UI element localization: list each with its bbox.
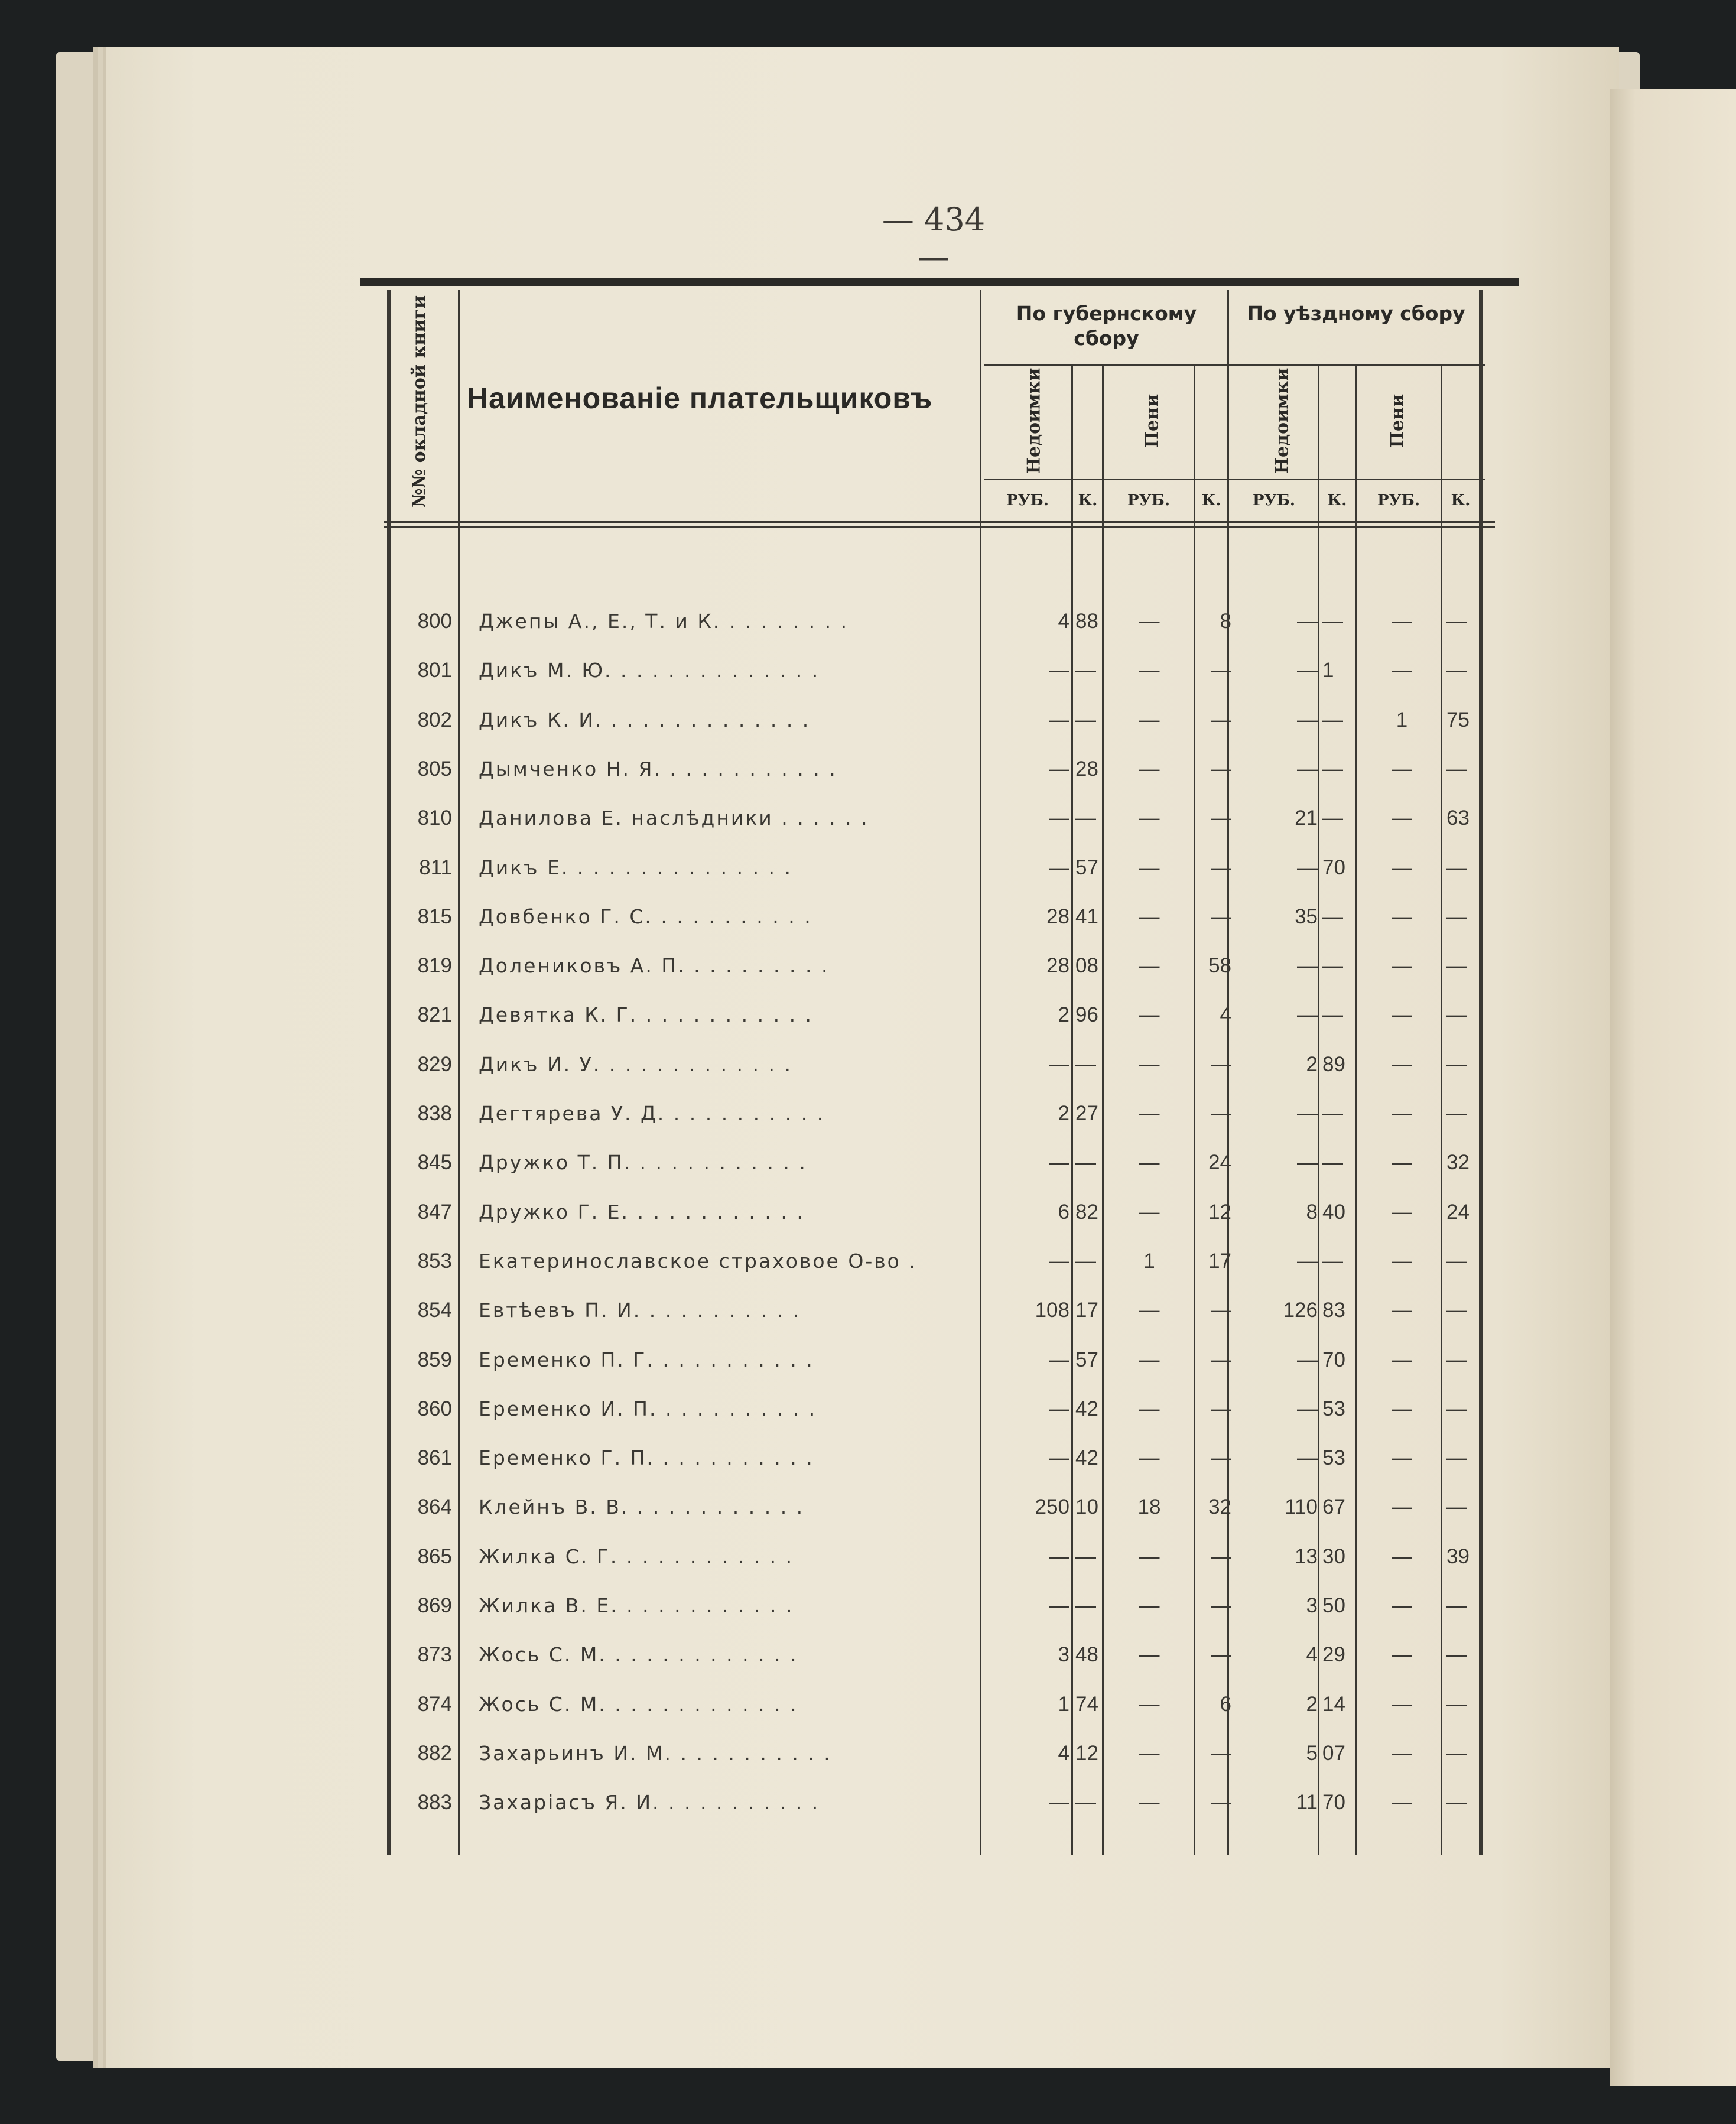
prov-penalty-kop: —	[1211, 1791, 1231, 1814]
payer-name-cell: Еременко И. П. . . . . . . . . . .	[479, 1397, 817, 1420]
prov-penalty-rub: 18	[1137, 1495, 1161, 1519]
table-row	[360, 941, 1519, 991]
dist-penalty-rub: —	[1392, 1052, 1412, 1076]
table-row	[360, 1630, 1519, 1680]
prov-penalty-rub: —	[1139, 1692, 1160, 1716]
dist-penalty-kop: —	[1446, 1299, 1467, 1322]
prov-penalty-kop: —	[1211, 856, 1231, 879]
prov-arrears-rub: —	[1049, 757, 1069, 780]
prov-arrears-rub: 2	[1058, 1102, 1069, 1125]
dist-penalty-kop: —	[1446, 954, 1467, 978]
book-number-cell: 800	[417, 610, 452, 633]
book-number-cell: 802	[417, 708, 452, 731]
district-penalties-header: Пени	[1387, 393, 1408, 448]
book-number-cell: 801	[417, 659, 452, 682]
dist-arrears-kop: 70	[1322, 1348, 1345, 1371]
table-row	[360, 1482, 1519, 1532]
book-number-cell: 854	[417, 1299, 452, 1322]
dist-penalty-kop: 24	[1446, 1200, 1470, 1224]
dist-penalty-rub: —	[1392, 659, 1412, 682]
prov-penalty-rub: —	[1139, 708, 1160, 731]
book-number-cell: 815	[417, 905, 452, 928]
prov-arrears-kop: —	[1075, 1544, 1096, 1568]
payer-name-cell: Еременко П. Г. . . . . . . . . . .	[479, 1348, 814, 1371]
dist-penalty-rub: —	[1392, 1397, 1412, 1420]
unit-rub-3: РУБ.	[1253, 492, 1295, 509]
dist-arrears-rub: 8	[1306, 1200, 1318, 1224]
dist-penalty-rub: —	[1392, 1249, 1412, 1273]
dist-penalty-kop: —	[1446, 1446, 1467, 1470]
unit-kop-4: К.	[1451, 492, 1471, 509]
table-row	[360, 597, 1519, 646]
dist-penalty-kop: —	[1446, 757, 1467, 780]
book-number-cell: 819	[417, 954, 452, 978]
book-number-cell: 810	[417, 806, 452, 830]
book-number-header: №№ окладной книги	[409, 295, 430, 508]
payer-name-cell: Дикъ М. Ю. . . . . . . . . . . . . .	[479, 659, 820, 682]
prov-arrears-rub: 4	[1058, 1741, 1069, 1765]
group-rule	[984, 364, 1485, 366]
dist-arrears-rub: —	[1297, 954, 1318, 978]
top-rule	[360, 278, 1519, 286]
prov-penalty-rub: —	[1139, 1544, 1160, 1568]
prov-penalty-rub: —	[1139, 856, 1160, 879]
dist-arrears-rub: —	[1297, 1249, 1318, 1273]
dist-penalty-rub: —	[1392, 610, 1412, 633]
dist-arrears-rub: 5	[1306, 1741, 1318, 1765]
prov-arrears-rub: —	[1049, 1446, 1069, 1470]
payer-name-cell: Дикъ И. У. . . . . . . . . . . . .	[479, 1052, 792, 1076]
book-number-cell: 859	[417, 1348, 452, 1371]
prov-arrears-kop: 88	[1075, 610, 1098, 633]
dist-penalty-kop: —	[1446, 1692, 1467, 1716]
payer-name-cell: Жилка В. Е. . . . . . . . . . . .	[479, 1594, 794, 1617]
prov-penalty-rub: —	[1139, 1151, 1160, 1175]
prov-penalty-rub: —	[1139, 1791, 1160, 1814]
payer-name-cell: Евтѣевъ П. И. . . . . . . . . . .	[479, 1299, 801, 1322]
dist-penalty-kop: —	[1446, 1594, 1467, 1617]
prov-penalty-kop: 32	[1208, 1495, 1231, 1519]
book-number-cell: 882	[417, 1741, 452, 1765]
prov-penalty-kop: 6	[1220, 1692, 1231, 1716]
unit-rub-4: РУБ.	[1377, 492, 1420, 509]
dist-penalty-rub: —	[1392, 1741, 1412, 1765]
dist-arrears-kop: —	[1322, 1003, 1343, 1027]
book-number-cell: 838	[417, 1102, 452, 1125]
book-number-cell: 805	[417, 757, 452, 780]
prov-penalty-kop: —	[1211, 1348, 1231, 1371]
prov-penalty-kop: —	[1211, 659, 1231, 682]
prov-arrears-rub: —	[1049, 1791, 1069, 1814]
dist-penalty-rub: —	[1392, 1692, 1412, 1716]
dist-arrears-kop: 40	[1322, 1200, 1345, 1224]
dist-arrears-kop: 50	[1322, 1594, 1345, 1617]
dist-penalty-kop: —	[1446, 610, 1467, 633]
prov-penalty-kop: 4	[1220, 1003, 1231, 1027]
table-row	[360, 1433, 1519, 1483]
prov-penalty-rub: —	[1139, 1052, 1160, 1076]
payer-name-cell: Джепы А., Е., Т. и К. . . . . . . . .	[479, 610, 849, 633]
payer-name-cell: Жилка С. Г. . . . . . . . . . . .	[479, 1544, 794, 1568]
unit-kop-1: К.	[1078, 492, 1098, 509]
dist-arrears-rub: —	[1297, 708, 1318, 731]
dist-arrears-kop: 14	[1322, 1692, 1345, 1716]
table-row	[360, 1188, 1519, 1237]
dist-arrears-rub: —	[1297, 659, 1318, 682]
facing-page-edge	[1610, 89, 1736, 2086]
prov-arrears-rub: —	[1049, 1348, 1069, 1371]
dist-arrears-rub: 110	[1285, 1495, 1318, 1519]
dist-penalty-rub: —	[1392, 1643, 1412, 1667]
payer-name-cell: Довбенко Г. С. . . . . . . . . . .	[479, 905, 812, 928]
payer-name-cell: Дружко Т. П. . . . . . . . . . . .	[479, 1151, 807, 1175]
prov-arrears-rub: 4	[1058, 610, 1069, 633]
prov-penalty-rub: —	[1139, 1102, 1160, 1125]
prov-arrears-rub: —	[1049, 1544, 1069, 1568]
dist-penalty-rub: —	[1392, 1200, 1412, 1224]
dist-arrears-rub: —	[1297, 1003, 1318, 1027]
prov-arrears-kop: 74	[1075, 1692, 1098, 1716]
dist-penalty-kop: —	[1446, 1397, 1467, 1420]
dist-penalty-kop: —	[1446, 1348, 1467, 1371]
provincial-header: По губернскому сбору	[1016, 302, 1197, 350]
dist-arrears-kop: 83	[1322, 1299, 1345, 1322]
book-number-cell: 883	[417, 1791, 452, 1814]
prov-penalty-rub: —	[1139, 1643, 1160, 1667]
book-number-cell: 845	[417, 1151, 452, 1175]
prov-arrears-kop: 17	[1075, 1299, 1098, 1322]
prov-penalty-rub: —	[1139, 659, 1160, 682]
dist-arrears-rub: 2	[1306, 1052, 1318, 1076]
prov-penalty-kop: —	[1211, 1052, 1231, 1076]
unit-kop-2: К.	[1201, 492, 1221, 509]
table-row	[360, 1335, 1519, 1385]
table-row	[360, 1089, 1519, 1139]
prov-arrears-kop: 27	[1075, 1102, 1098, 1125]
prov-penalty-rub: —	[1139, 1299, 1160, 1322]
dist-arrears-rub: —	[1297, 1348, 1318, 1371]
unit-kop-3: К.	[1327, 492, 1347, 509]
prov-arrears-rub: 28	[1046, 905, 1069, 928]
dist-arrears-rub: 126	[1283, 1299, 1318, 1322]
prov-penalty-kop: —	[1211, 1594, 1231, 1617]
dist-penalty-rub: —	[1392, 954, 1412, 978]
unit-rub-1: РУБ.	[1006, 492, 1049, 509]
dist-penalty-rub: —	[1392, 1544, 1412, 1568]
dist-arrears-rub: —	[1297, 856, 1318, 879]
dist-arrears-rub: —	[1297, 1102, 1318, 1125]
table-row	[360, 1729, 1519, 1778]
provincial-penalties-header: Пени	[1142, 393, 1163, 448]
dist-penalty-rub: —	[1392, 1102, 1412, 1125]
prov-penalty-kop: —	[1211, 1299, 1231, 1322]
table-row	[360, 892, 1519, 942]
prov-penalty-rub: —	[1139, 1397, 1160, 1420]
dist-arrears-kop: —	[1322, 1151, 1343, 1175]
prov-arrears-rub: —	[1049, 1397, 1069, 1420]
prov-arrears-kop: —	[1075, 1249, 1096, 1273]
prov-arrears-rub: —	[1049, 1151, 1069, 1175]
dist-arrears-kop: —	[1322, 757, 1343, 780]
dist-arrears-rub: —	[1297, 757, 1318, 780]
book-number-cell: 829	[417, 1052, 452, 1076]
dist-penalty-kop: —	[1446, 1643, 1467, 1667]
dist-arrears-kop: —	[1322, 610, 1343, 633]
payer-name-cell: Жось С. М. . . . . . . . . . . . .	[479, 1692, 798, 1716]
prov-arrears-kop: 41	[1075, 905, 1098, 928]
dist-arrears-kop: 70	[1322, 1791, 1345, 1814]
payer-name-cell: Девятка К. Г. . . . . . . . . . . .	[479, 1003, 814, 1027]
prov-arrears-rub: 108	[1035, 1299, 1069, 1322]
table-row	[360, 1040, 1519, 1089]
table-row	[360, 843, 1519, 893]
dist-penalty-rub: —	[1392, 856, 1412, 879]
header-bottom-rule-2	[384, 526, 1495, 528]
prov-arrears-kop: 42	[1075, 1397, 1098, 1420]
book-number-cell: 860	[417, 1397, 452, 1420]
dist-arrears-rub: —	[1297, 1151, 1318, 1175]
table-row	[360, 1384, 1519, 1434]
dist-penalty-kop: —	[1446, 1003, 1467, 1027]
prov-penalty-kop: 58	[1208, 954, 1231, 978]
dist-penalty-rub: —	[1392, 1791, 1412, 1814]
table-row	[360, 1286, 1519, 1335]
prov-arrears-kop: 28	[1075, 757, 1098, 780]
dist-arrears-kop: —	[1322, 954, 1343, 978]
prov-arrears-kop: —	[1075, 1791, 1096, 1814]
prov-penalty-kop: —	[1211, 1544, 1231, 1568]
prov-arrears-rub: 250	[1035, 1495, 1069, 1519]
dist-penalty-kop: 75	[1446, 708, 1470, 731]
dist-arrears-rub: 3	[1306, 1594, 1318, 1617]
table-row	[360, 793, 1519, 843]
payer-name-cell: Жось С. М. . . . . . . . . . . . .	[479, 1643, 798, 1667]
prov-penalty-rub: —	[1139, 806, 1160, 830]
payer-name-cell: Дикъ Е. . . . . . . . . . . . . . .	[479, 856, 793, 879]
prov-arrears-kop: —	[1075, 1052, 1096, 1076]
table-row	[360, 646, 1519, 695]
payers-table	[360, 278, 1519, 1855]
dist-penalty-kop: —	[1446, 1052, 1467, 1076]
dist-arrears-kop: —	[1322, 1102, 1343, 1125]
dist-arrears-rub: 13	[1295, 1544, 1318, 1568]
prov-penalty-kop: —	[1211, 708, 1231, 731]
payer-name-cell: Клейнъ В. В. . . . . . . . . . . .	[479, 1495, 805, 1519]
prov-arrears-kop: 57	[1075, 856, 1098, 879]
prov-penalty-rub: —	[1139, 1446, 1160, 1470]
table-row	[360, 990, 1519, 1040]
prov-penalty-rub: —	[1139, 1348, 1160, 1371]
dist-penalty-kop: —	[1446, 1102, 1467, 1125]
unit-rule	[984, 479, 1485, 480]
table-row	[360, 1778, 1519, 1827]
prov-penalty-rub: —	[1139, 1741, 1160, 1765]
prov-penalty-rub: —	[1139, 905, 1160, 928]
payer-name-cell: Дымченко Н. Я. . . . . . . . . . . .	[479, 757, 837, 780]
table-row	[360, 1532, 1519, 1582]
prov-penalty-kop: 17	[1208, 1249, 1231, 1273]
book-number-cell: 865	[417, 1544, 452, 1568]
prov-penalty-kop: —	[1211, 806, 1231, 830]
prov-arrears-kop: 08	[1075, 954, 1098, 978]
prov-penalty-rub: —	[1139, 1200, 1160, 1224]
book-number-cell: 811	[419, 856, 452, 879]
prov-arrears-kop: 57	[1075, 1348, 1098, 1371]
prov-penalty-kop: —	[1211, 1446, 1231, 1470]
prov-arrears-rub: —	[1049, 659, 1069, 682]
provincial-arrears-header: Недоимки	[1023, 367, 1045, 474]
dist-arrears-rub: —	[1297, 1446, 1318, 1470]
prov-arrears-kop: 48	[1075, 1643, 1098, 1667]
payer-name-cell: Долениковъ А. П. . . . . . . . . .	[479, 954, 830, 978]
prov-penalty-kop: —	[1211, 1741, 1231, 1765]
book-number-cell: 847	[417, 1200, 452, 1224]
district-header: По уѣздному сбору	[1247, 302, 1465, 325]
dist-penalty-kop: —	[1446, 659, 1467, 682]
dist-arrears-kop: 29	[1322, 1643, 1345, 1667]
prov-arrears-kop: —	[1075, 806, 1096, 830]
prov-penalty-kop: —	[1211, 1397, 1231, 1420]
payer-name-cell: Екатеринославское страховое О-во .	[479, 1249, 917, 1273]
dist-arrears-kop: —	[1322, 806, 1343, 830]
prov-arrears-kop: —	[1075, 1151, 1096, 1175]
table-row	[360, 1138, 1519, 1188]
payer-name-cell: Данилова Е. наслѣдники . . . . . .	[479, 806, 869, 830]
prov-arrears-rub: 2	[1058, 1003, 1069, 1027]
dist-arrears-kop: 07	[1322, 1741, 1345, 1765]
dist-penalty-rub: —	[1392, 905, 1412, 928]
book-number-cell: 853	[417, 1249, 452, 1273]
unit-rub-2: РУБ.	[1127, 492, 1170, 509]
dist-penalty-kop: —	[1446, 1791, 1467, 1814]
book-number-cell: 861	[417, 1446, 452, 1470]
prov-arrears-kop: 96	[1075, 1003, 1098, 1027]
table-row	[360, 1237, 1519, 1286]
dist-penalty-kop: —	[1446, 856, 1467, 879]
dist-arrears-kop: 1	[1322, 659, 1334, 682]
dist-arrears-kop: 67	[1322, 1495, 1345, 1519]
prov-penalty-kop: 24	[1208, 1151, 1231, 1175]
prov-penalty-rub: —	[1139, 757, 1160, 780]
prov-arrears-rub: 28	[1046, 954, 1069, 978]
dist-penalty-rub: —	[1392, 1299, 1412, 1322]
district-arrears-header: Недоимки	[1272, 367, 1293, 474]
prov-arrears-rub: 1	[1058, 1692, 1069, 1716]
dist-arrears-kop: 70	[1322, 856, 1345, 879]
book-number-cell: 864	[417, 1495, 452, 1519]
dist-penalty-rub: —	[1392, 1003, 1412, 1027]
dist-arrears-kop: —	[1322, 1249, 1343, 1273]
dist-penalty-kop: 39	[1446, 1544, 1470, 1568]
book-number-cell: 874	[417, 1692, 452, 1716]
payer-name-cell: Еременко Г. П. . . . . . . . . . .	[479, 1446, 814, 1470]
prov-arrears-rub: —	[1049, 1594, 1069, 1617]
dist-arrears-rub: —	[1297, 610, 1318, 633]
dist-arrears-kop: —	[1322, 905, 1343, 928]
dist-arrears-kop: 53	[1322, 1446, 1345, 1470]
payer-name-cell: Дикъ К. И. . . . . . . . . . . . . .	[479, 708, 811, 731]
prov-penalty-kop: —	[1211, 905, 1231, 928]
dist-penalty-rub: —	[1392, 1446, 1412, 1470]
book-number-cell: 821	[417, 1003, 452, 1027]
dist-penalty-kop: —	[1446, 1741, 1467, 1765]
prov-arrears-kop: 10	[1075, 1495, 1098, 1519]
dist-penalty-kop: —	[1446, 1249, 1467, 1273]
dist-arrears-rub: 21	[1295, 806, 1318, 830]
prov-penalty-kop: 8	[1220, 610, 1231, 633]
prov-penalty-kop: —	[1211, 757, 1231, 780]
prov-penalty-rub: —	[1139, 610, 1160, 633]
dist-arrears-kop: 89	[1322, 1052, 1345, 1076]
book-number-cell: 873	[417, 1643, 452, 1667]
book-number-cell: 869	[417, 1594, 452, 1617]
dist-arrears-rub: —	[1297, 1397, 1318, 1420]
dist-penalty-kop: —	[1446, 1495, 1467, 1519]
prov-penalty-rub: —	[1139, 1594, 1160, 1617]
prov-arrears-kop: 82	[1075, 1200, 1098, 1224]
table-row	[360, 695, 1519, 745]
prov-penalty-kop: —	[1211, 1643, 1231, 1667]
prov-arrears-kop: —	[1075, 1594, 1096, 1617]
table-row	[360, 744, 1519, 794]
table-row	[360, 1581, 1519, 1631]
dist-penalty-kop: 63	[1446, 806, 1470, 830]
prov-penalty-rub: —	[1139, 1003, 1160, 1027]
payer-name-cell: Дружко Г. Е. . . . . . . . . . . .	[479, 1200, 805, 1224]
dist-arrears-kop: 30	[1322, 1544, 1345, 1568]
prov-penalty-rub: —	[1139, 954, 1160, 978]
prov-arrears-kop: —	[1075, 708, 1096, 731]
dist-arrears-rub: 35	[1295, 905, 1318, 928]
dist-arrears-kop: 53	[1322, 1397, 1345, 1420]
prov-arrears-rub: —	[1049, 1249, 1069, 1273]
prov-penalty-kop: —	[1211, 1102, 1231, 1125]
header-bottom-rule	[384, 521, 1495, 523]
dist-penalty-rub: 1	[1396, 708, 1408, 731]
table-row	[360, 1680, 1519, 1729]
dist-penalty-kop: 32	[1446, 1151, 1470, 1175]
payer-name-cell: Дегтярева У. Д. . . . . . . . . . .	[479, 1102, 825, 1125]
prov-arrears-kop: —	[1075, 659, 1096, 682]
dist-arrears-rub: 2	[1306, 1692, 1318, 1716]
prov-arrears-rub: —	[1049, 1052, 1069, 1076]
page-number: — 434 —	[882, 201, 986, 275]
dist-penalty-rub: —	[1392, 1151, 1412, 1175]
dist-arrears-kop: —	[1322, 708, 1343, 731]
payer-name-header: Наименованіе плательщиковъ	[467, 382, 933, 415]
dist-arrears-rub: 11	[1296, 1791, 1318, 1814]
prov-arrears-rub: 6	[1058, 1200, 1069, 1224]
prov-arrears-rub: —	[1049, 708, 1069, 731]
prov-penalty-kop: 12	[1208, 1200, 1231, 1224]
dist-penalty-rub: —	[1392, 757, 1412, 780]
dist-penalty-rub: —	[1392, 1594, 1412, 1617]
dist-penalty-rub: —	[1392, 806, 1412, 830]
prov-arrears-kop: 12	[1075, 1741, 1098, 1765]
dist-penalty-rub: —	[1392, 1495, 1412, 1519]
payer-name-cell: Захарьинъ И. М. . . . . . . . . . .	[479, 1741, 832, 1765]
dist-penalty-kop: —	[1446, 905, 1467, 928]
prov-arrears-rub: —	[1049, 806, 1069, 830]
dist-arrears-rub: 4	[1306, 1643, 1318, 1667]
prov-arrears-kop: 42	[1075, 1446, 1098, 1470]
prov-arrears-rub: 3	[1058, 1643, 1069, 1667]
prov-penalty-rub: 1	[1143, 1249, 1155, 1273]
prov-arrears-rub: —	[1049, 856, 1069, 879]
dist-penalty-rub: —	[1392, 1348, 1412, 1371]
payer-name-cell: Захаріасъ Я. И. . . . . . . . . . .	[479, 1791, 820, 1814]
